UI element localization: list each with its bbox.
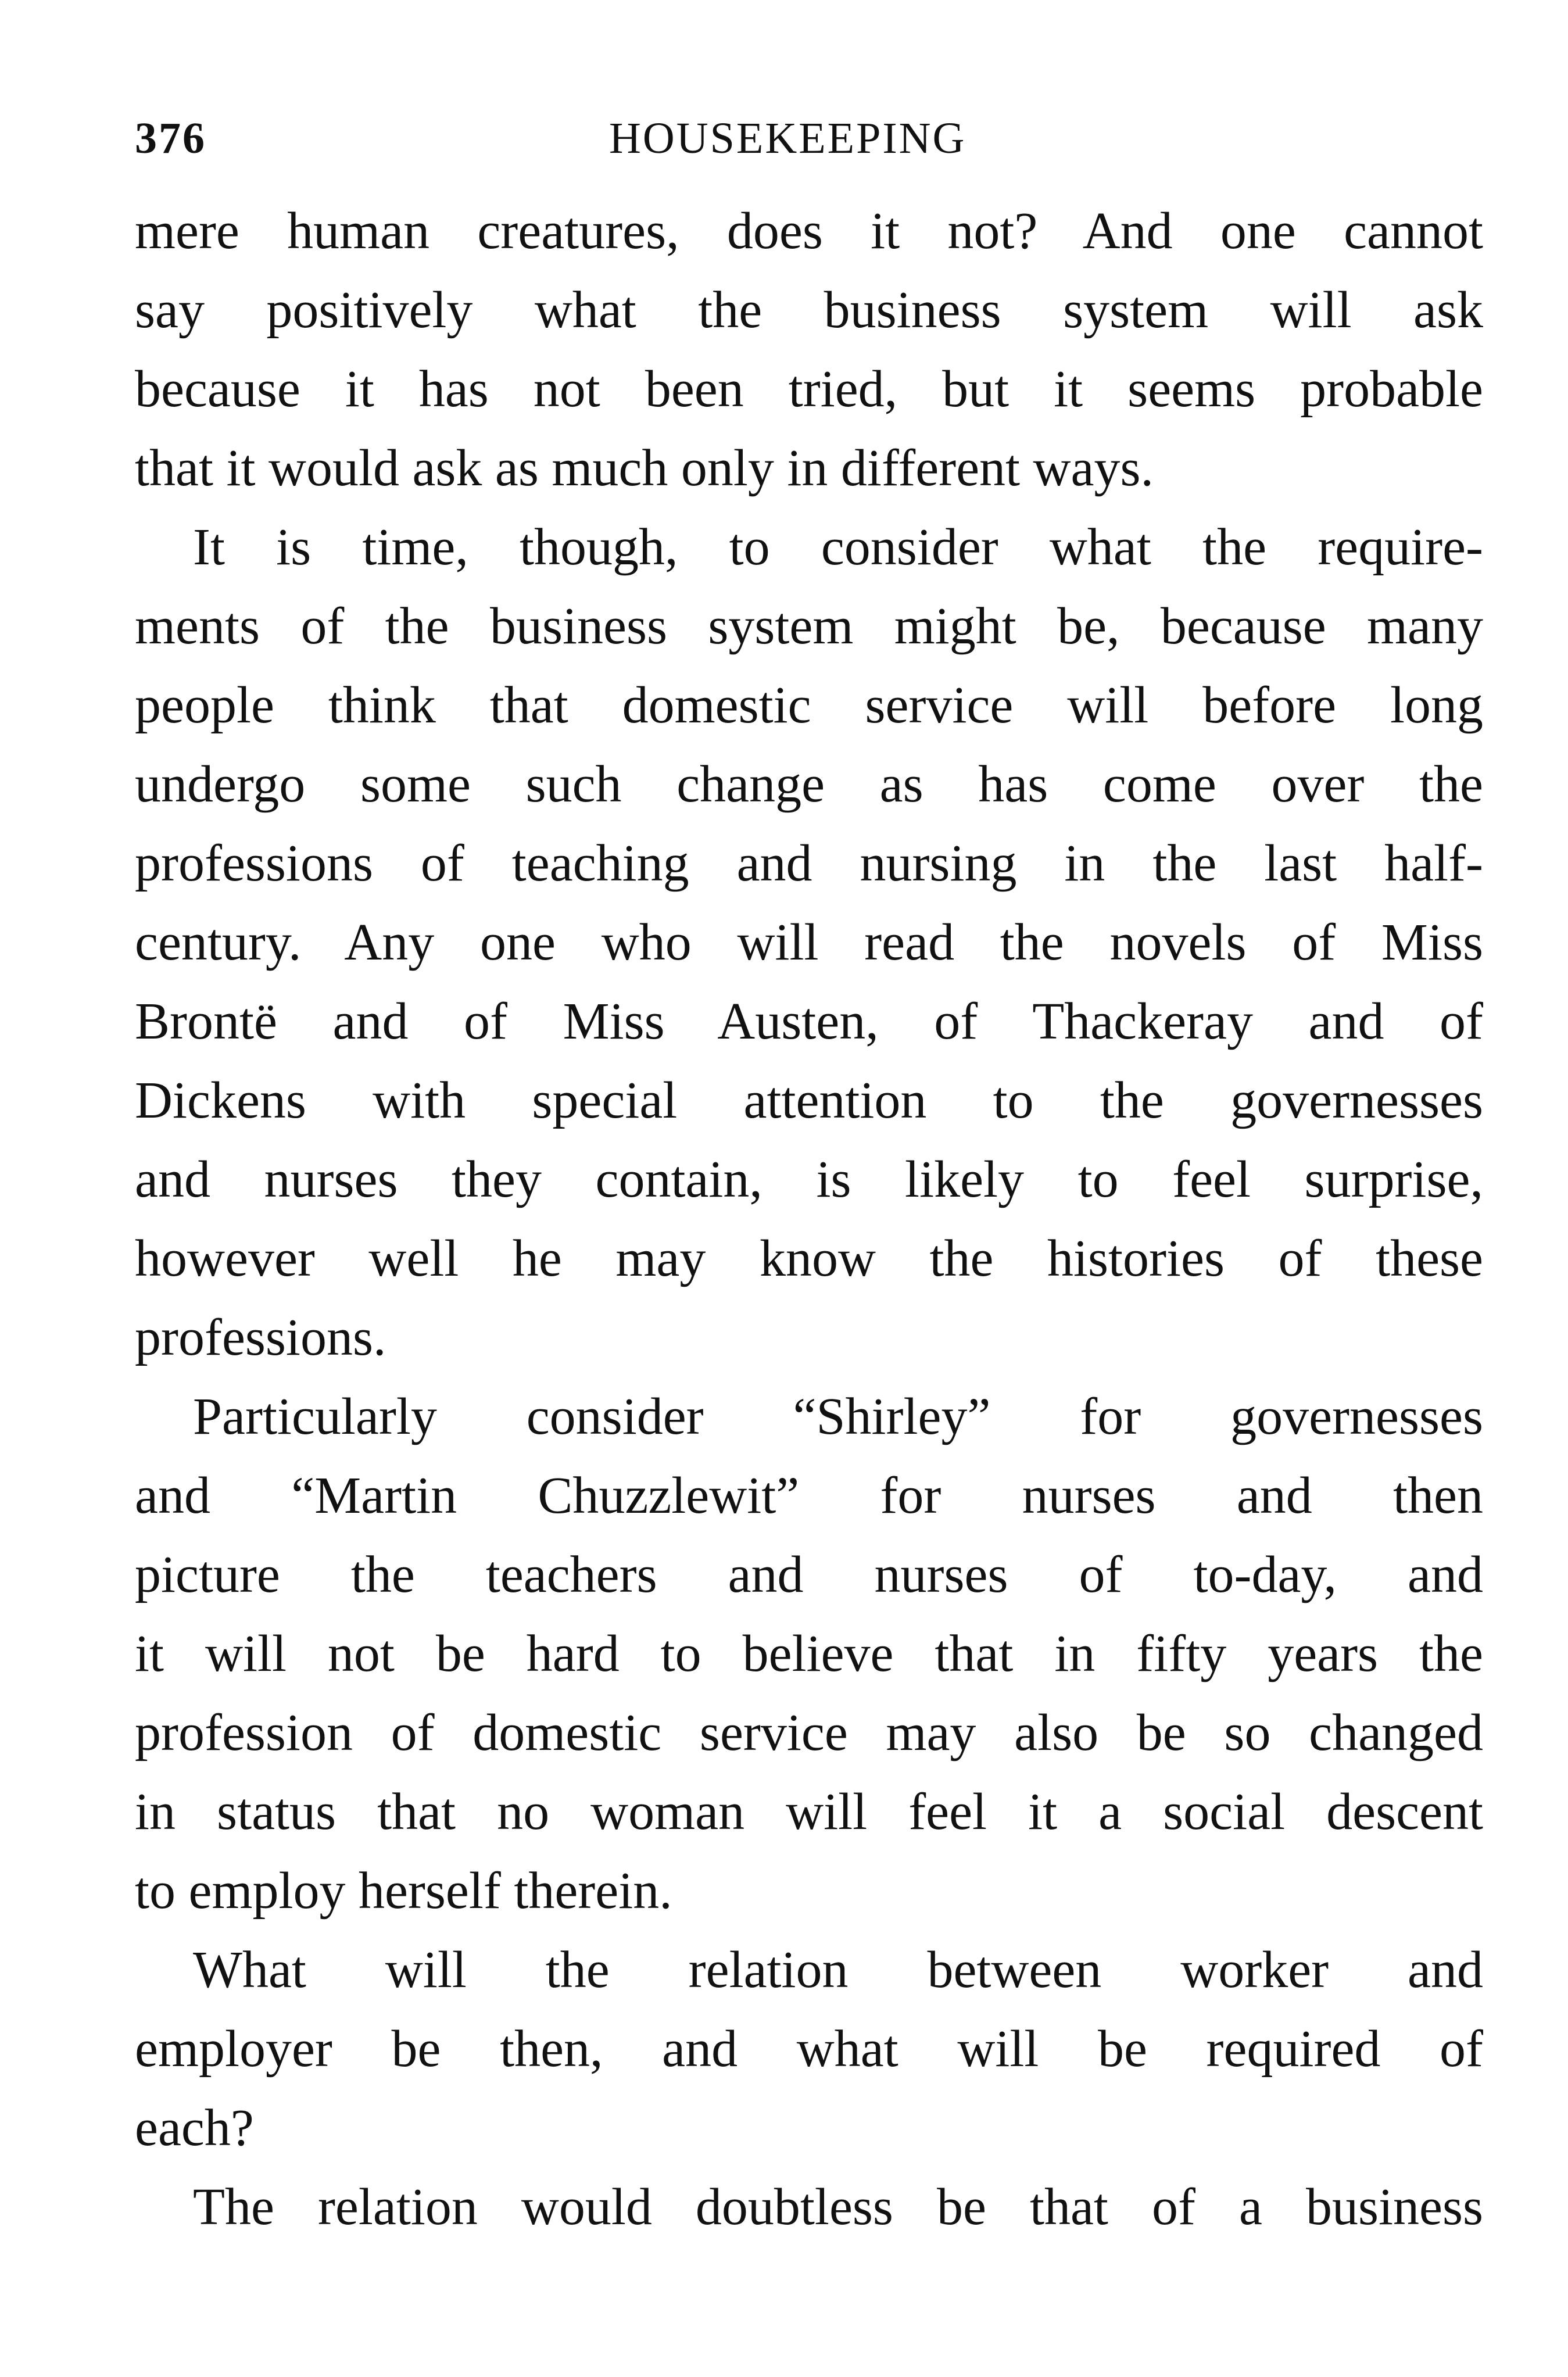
text-line: say positively what the business system will ask [135,281,1483,339]
text-line: to employ herself therein. [135,1862,672,1920]
text-line: in status that no woman will feel it a social descent [135,1783,1483,1841]
paragraph [135,2168,1483,2247]
text-line: Dickens with special attention to the governesses [135,1072,1483,1129]
text-line: Particularly consider “Shirley” for governesses [193,1388,1483,1445]
text-line: professions. [135,1309,386,1366]
text-line: it will not be hard to believe that in fifty years the [135,1625,1483,1682]
text-line: It is time, though, to consider what the require- [193,518,1483,576]
text-line: What will the relation between worker and [193,1941,1483,1999]
text-line: professions of teaching and nursing in the last half- [135,835,1483,892]
text-line: and “Martin Chuzzlewit” for nurses and then [135,1467,1483,1524]
page-number: 376 [135,114,206,163]
text-line: undergo some such change as has come over the [135,756,1483,813]
text-line: profession of domestic service may also be so changed [135,1704,1483,1762]
text-line: mere human creatures, does it not? And one cannot [135,202,1483,260]
running-head [135,113,1483,171]
text-line: Brontë and of Miss Austen, of Thackeray and of [135,993,1483,1050]
text-line: because it has not been tried, but it seems probable [135,360,1483,418]
paragraph [135,1931,1483,2168]
text-line: century. Any one who will read the novels of Miss [135,914,1483,971]
paragraph [135,1377,1483,1931]
text-line: however well he may know the histories of these [135,1230,1483,1287]
text-line: that it would ask as much only in different ways. [135,439,1154,497]
running-head-title: HOUSEKEEPING [609,114,966,163]
text-line: employer be then, and what will be required of [135,2020,1483,2078]
text-line: each? [135,2099,254,2157]
paragraph [135,192,1483,508]
text-line: people think that domestic service will before long [135,676,1483,734]
body-text [135,192,1483,2247]
text-line: ments of the business system might be, because many [135,597,1483,655]
text-line: The relation would doubtless be that of a business [193,2178,1483,2236]
text-line: picture the teachers and nurses of to-day, and [135,1546,1483,1603]
paragraph [135,508,1483,1377]
text-line: and nurses they contain, is likely to feel surprise, [135,1151,1483,1208]
